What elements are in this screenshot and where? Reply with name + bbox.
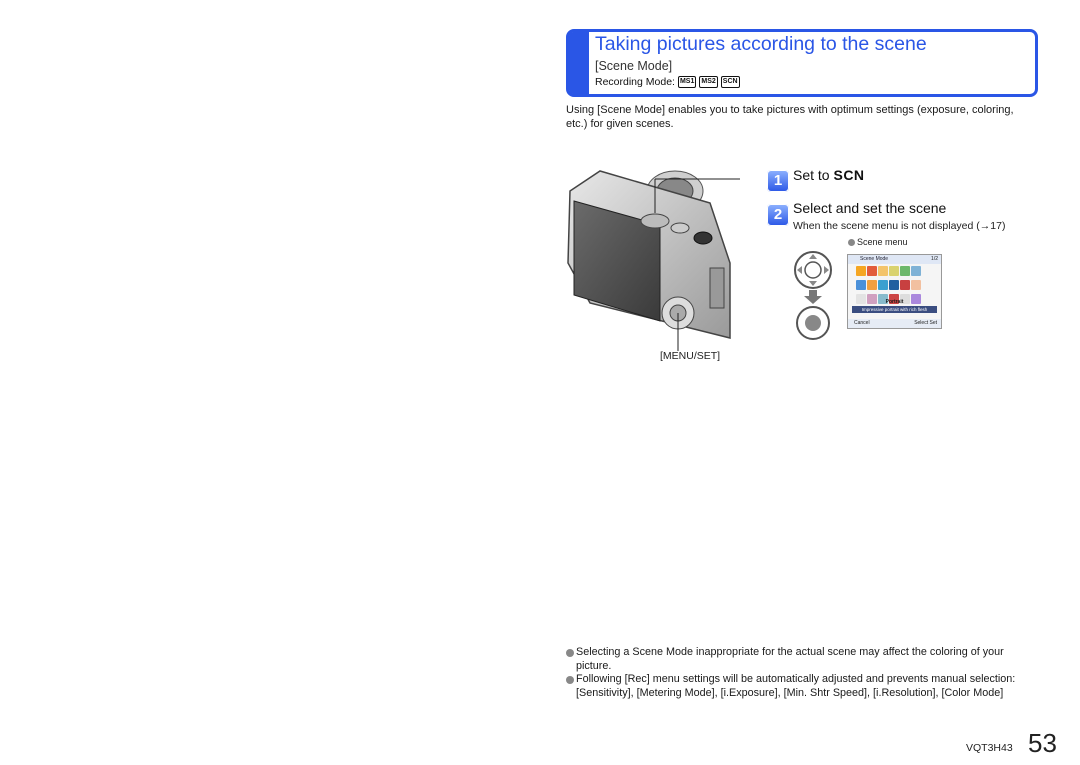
scene-screen-cancel: Cancel	[854, 320, 870, 326]
step-1-prefix: Set to	[793, 167, 830, 183]
page-number: 53	[1028, 728, 1057, 758]
ms2-mode-icon: MS2	[699, 76, 717, 88]
step-2-note: When the scene menu is not displayed (→17)	[793, 220, 1006, 232]
intro-paragraph: Using [Scene Mode] enables you to take pictures with optimum settings (exposure, coloring, etc.) for given scenes.	[566, 104, 1014, 130]
recording-mode-line	[595, 76, 740, 88]
note-item-continuation: [Sensitivity], [Metering Mode], [i.Exposure], [Min. Shtr Speed], [i.Resolution], [Color Mode]	[576, 686, 1004, 699]
scene-menu-label: Scene menu	[848, 237, 908, 247]
step-2-number: 2	[767, 204, 789, 226]
scene-screen-select: Select	[914, 320, 929, 326]
scenery-scene-icon	[900, 266, 910, 276]
pet-scene-icon	[878, 280, 888, 290]
recording-mode-label: Recording Mode:	[595, 76, 675, 88]
scene-menu-screen	[847, 254, 942, 329]
scene-screen-description: Impressive portrait with rich flesh	[852, 306, 937, 313]
camera-illustration	[560, 163, 740, 353]
panorama-scene-icon	[911, 266, 921, 276]
notes-list	[566, 646, 1034, 700]
soft-skin-scene-icon	[867, 266, 877, 276]
set-button-icon	[795, 305, 831, 341]
scn-mode-icon: SCN	[721, 76, 740, 88]
note-item: Following [Rec] menu settings will be automatically adjusted and prevents manual selection:	[566, 673, 1034, 687]
manual-code: VQT3H43	[966, 742, 1013, 754]
page-title: Taking pictures according to the scene	[595, 33, 927, 55]
page-subtitle: [Scene Mode]	[595, 59, 673, 73]
scn-icon: SCN	[833, 167, 865, 183]
night-scene-icon	[889, 280, 899, 290]
scene-screen-footer	[848, 319, 941, 328]
cursor-pad-icon	[793, 250, 833, 290]
ms1-mode-icon: MS1	[678, 76, 696, 88]
food-scene-icon	[900, 280, 910, 290]
scene-screen-set: Set	[929, 320, 937, 326]
transform-scene-icon	[878, 266, 888, 276]
step-1-label	[793, 167, 865, 183]
self-portrait-scene-icon	[889, 266, 899, 276]
scene-screen-page: 1/2	[931, 256, 938, 262]
scene-screen-select-set	[914, 319, 937, 328]
section-header	[566, 29, 1038, 97]
down-arrow-icon	[804, 290, 822, 304]
portrait-scene-icon	[856, 266, 866, 276]
header-accent-bar	[569, 32, 589, 94]
scene-screen-title: Scene Mode	[848, 255, 941, 264]
party-scene-icon	[911, 280, 921, 290]
step-2-label: Select and set the scene	[793, 200, 947, 216]
baby-scene-icon	[867, 280, 877, 290]
sports-scene-icon	[856, 280, 866, 290]
step-1-number: 1	[767, 170, 789, 192]
menu-set-callout: [MENU/SET]	[660, 350, 721, 362]
note-item: Selecting a Scene Mode inappropriate for the actual scene may affect the coloring of your picture.	[566, 646, 1034, 673]
scene-screen-selected: Portrait	[885, 299, 904, 305]
